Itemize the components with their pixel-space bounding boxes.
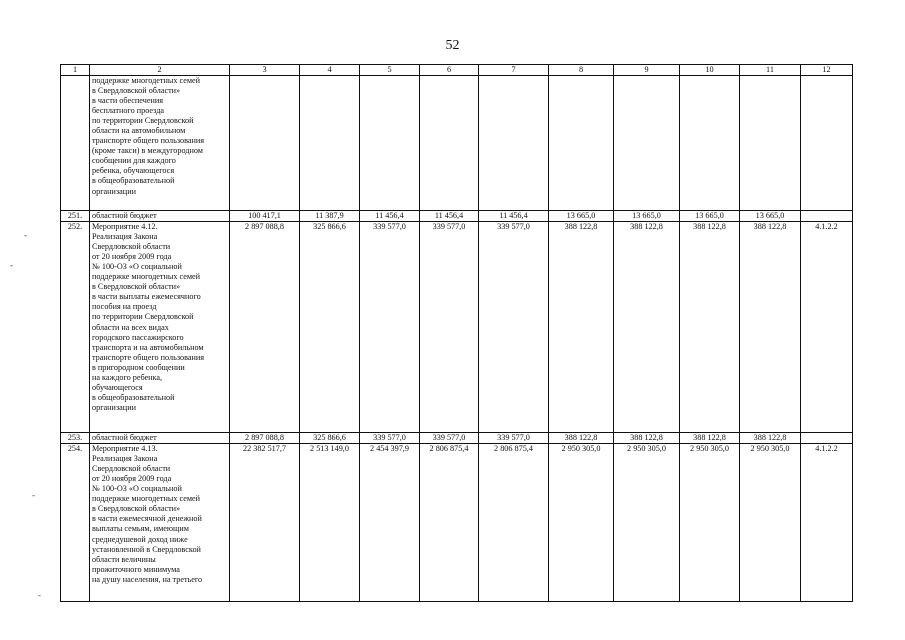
row-number: 254. xyxy=(61,444,90,602)
value-cell: 388 122,8 xyxy=(740,222,801,433)
value-cell: 11 456,4 xyxy=(479,211,549,222)
value-cell: 325 866,6 xyxy=(300,433,360,444)
value-cell xyxy=(549,76,614,211)
value-cell: 388 122,8 xyxy=(614,433,680,444)
value-cell xyxy=(680,76,740,211)
row-number: 251. xyxy=(61,211,90,222)
column-header: 1 xyxy=(61,65,90,76)
value-cell: 2 950 305,0 xyxy=(740,444,801,602)
column-header: 9 xyxy=(614,65,680,76)
code-cell: 4.1.2.2 xyxy=(801,222,853,433)
row-description: Мероприятие 4.13. Реализация Закона Свердловской области от 20 ноября 2009 года № 100-ОЗ «О социальной поддержке многодетных семей в Свердловской области» в части ежемесячной денежной выплаты семьям, имеющим среднедушевой доход ниже установленной в Свердловской области величины прожиточного минимума на душу населения, на третьего xyxy=(90,444,230,602)
code-cell xyxy=(801,211,853,222)
table-row xyxy=(61,444,853,602)
column-header: 10 xyxy=(680,65,740,76)
value-cell: 339 577,0 xyxy=(479,222,549,433)
row-number: 253. xyxy=(61,433,90,444)
value-cell: 11 387,9 xyxy=(300,211,360,222)
value-cell xyxy=(740,76,801,211)
value-cell: 2 950 305,0 xyxy=(614,444,680,602)
margin-mark: - xyxy=(32,490,35,500)
value-cell xyxy=(360,76,420,211)
row-description: областной бюджет xyxy=(90,211,230,222)
code-cell xyxy=(801,76,853,211)
column-header: 3 xyxy=(230,65,300,76)
row-description: поддержке многодетных семей в Свердловской области» в части обеспечения бесплатного проезда по территории Свердловской области на автомобильном транспорте общего пользования (кроме такси) в междугородном сообщении для каждого ребенка, обучающегося в общеобразовательной организации xyxy=(90,76,230,211)
column-header: 12 xyxy=(801,65,853,76)
column-header: 11 xyxy=(740,65,801,76)
column-header: 7 xyxy=(479,65,549,76)
page-number: 52 xyxy=(445,38,460,53)
value-cell: 2 806 875,4 xyxy=(420,444,479,602)
value-cell: 388 122,8 xyxy=(549,433,614,444)
value-cell: 22 382 517,7 xyxy=(230,444,300,602)
column-header: 5 xyxy=(360,65,420,76)
value-cell: 11 456,4 xyxy=(360,211,420,222)
row-number: 252. xyxy=(61,222,90,433)
value-cell: 13 665,0 xyxy=(680,211,740,222)
value-cell: 388 122,8 xyxy=(680,433,740,444)
value-cell xyxy=(300,76,360,211)
value-cell: 2 454 397,9 xyxy=(360,444,420,602)
margin-mark: - xyxy=(10,260,13,270)
table-header-row xyxy=(61,65,853,76)
value-cell: 339 577,0 xyxy=(479,433,549,444)
row-number xyxy=(61,76,90,211)
value-cell: 2 897 088,8 xyxy=(230,433,300,444)
value-cell: 2 897 088,8 xyxy=(230,222,300,433)
margin-mark: - xyxy=(38,590,41,600)
value-cell: 13 665,0 xyxy=(549,211,614,222)
value-cell: 325 866,6 xyxy=(300,222,360,433)
value-cell: 388 122,8 xyxy=(549,222,614,433)
value-cell xyxy=(420,76,479,211)
value-cell: 388 122,8 xyxy=(740,433,801,444)
value-cell: 2 806 875,4 xyxy=(479,444,549,602)
value-cell: 388 122,8 xyxy=(614,222,680,433)
value-cell: 339 577,0 xyxy=(420,433,479,444)
value-cell: 2 950 305,0 xyxy=(680,444,740,602)
table-row xyxy=(61,433,853,444)
margin-mark: - xyxy=(24,230,27,240)
column-header: 2 xyxy=(90,65,230,76)
code-cell: 4.1.2.2 xyxy=(801,444,853,602)
value-cell: 339 577,0 xyxy=(360,222,420,433)
value-cell: 339 577,0 xyxy=(420,222,479,433)
row-description: Мероприятие 4.12. Реализация Закона Свердловской области от 20 ноября 2009 года № 100-ОЗ «О социальной поддержке многодетных семей в Свердловской области» в части выплаты ежемесячного пособия на проезд по территории Свердловской области на всех видах городского пассажирского транспорта и на автомобильном транспорте общего пользования в пригородном сообщении на каждого ребенка, обучающегося в общеобразовательной организации xyxy=(90,222,230,433)
value-cell: 13 665,0 xyxy=(614,211,680,222)
value-cell: 13 665,0 xyxy=(740,211,801,222)
table-row xyxy=(61,222,853,433)
value-cell xyxy=(230,76,300,211)
column-header: 8 xyxy=(549,65,614,76)
value-cell: 100 417,1 xyxy=(230,211,300,222)
value-cell xyxy=(479,76,549,211)
code-cell xyxy=(801,433,853,444)
column-header: 4 xyxy=(300,65,360,76)
budget-table xyxy=(60,64,853,602)
value-cell: 2 950 305,0 xyxy=(549,444,614,602)
table-row xyxy=(61,76,853,211)
value-cell: 388 122,8 xyxy=(680,222,740,433)
column-header: 6 xyxy=(420,65,479,76)
value-cell: 339 577,0 xyxy=(360,433,420,444)
row-description: областной бюджет xyxy=(90,433,230,444)
table-row xyxy=(61,211,853,222)
value-cell: 11 456,4 xyxy=(420,211,479,222)
value-cell xyxy=(614,76,680,211)
value-cell: 2 513 149,0 xyxy=(300,444,360,602)
